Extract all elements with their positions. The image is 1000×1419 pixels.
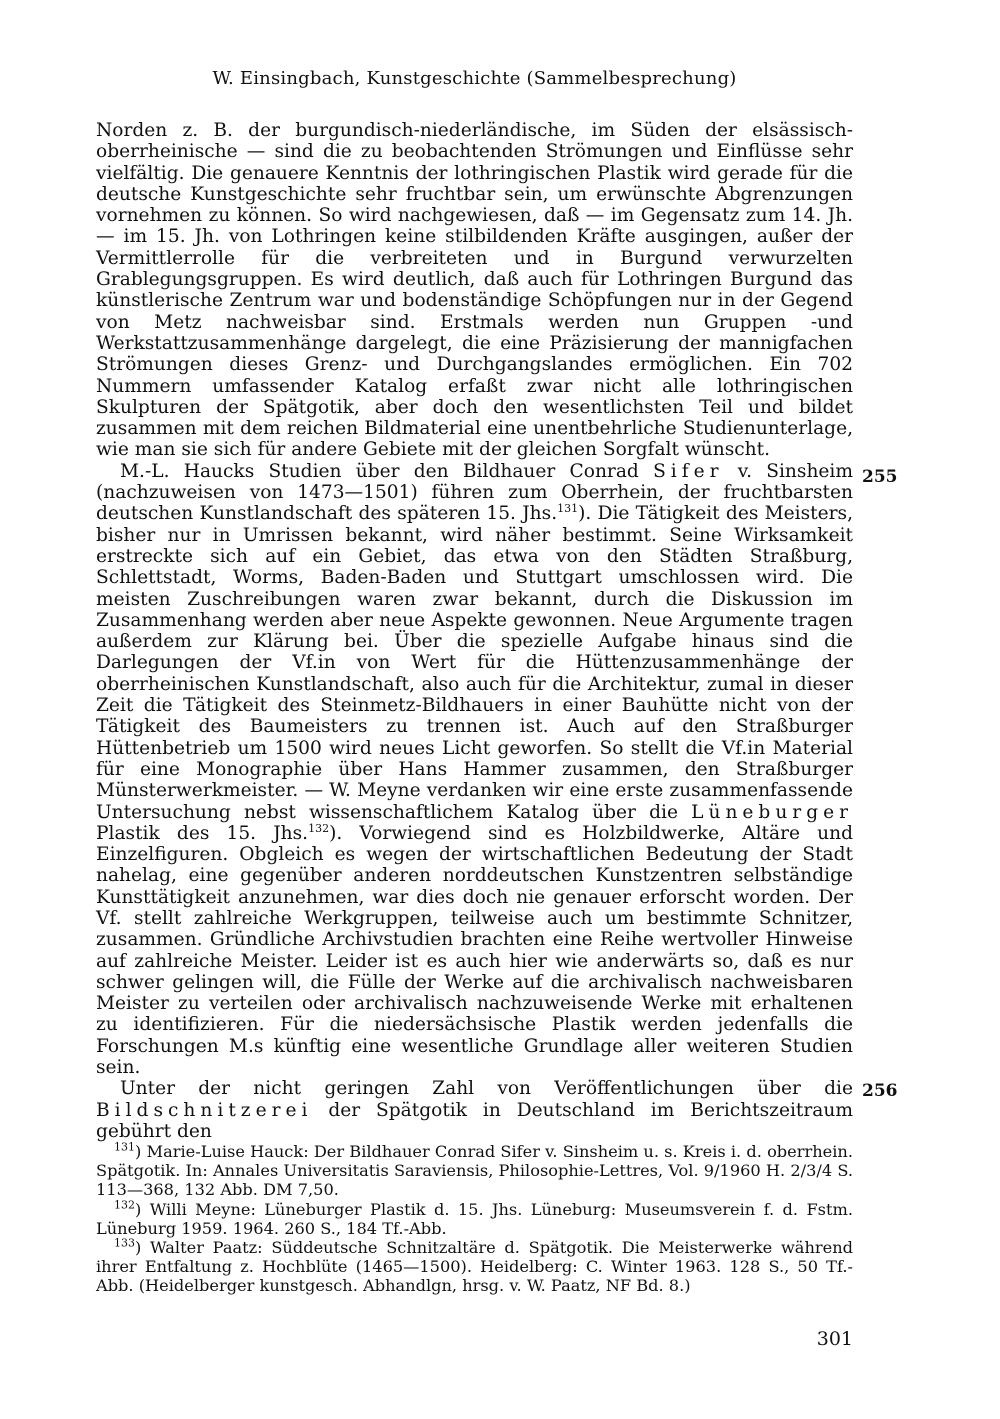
footnote-number: 133 [114,1236,135,1250]
paragraph-2 [96,461,853,1079]
margin-number-255: 255 [862,467,898,487]
text-run: ). Die Tätigkeit des Meisters, bisher nur in Umrissen bekannt, wird näher bestimmt. Seine Wirksamkeit erstreckte sich auf ein Gebiet, das etwa von den Städten Straßburg, Schlettstadt, Worms, Baden-Baden und Stuttgart umschlossen wird. Die meisten Zuschreibungen waren zwar bekannt, durch die Diskussion im Zusammenhang werden aber neue Aspekte gewonnen. Neue Argumente tragen außerdem zur Klärung bei. Über die spezielle Aufgabe hinaus sind die Darlegungen der Vf.in von Wert für die Hüttenzusammenhänge der oberrheinischen Kunstlandschaft, also auch für die Architektur, zumal in dieser Zeit die Tätigkeit des Steinmetz-Bildhauers in einer Bauhütte nicht von der Tätigkeit des Baumeisters zu trennen ist. Auch auf den Straßburger Hüttenbetrieb um 1500 wird neues Licht geworfen. So stellt die Vf.in Material für eine Monographie über Hans Hammer zusammen, den Straßburger Münsterwerkmeister. — W. Meyne verdanken wir eine erste zusammenfassende Untersuchung nebst wissenschaftlichem Katalog über die [96,503,853,823]
body-text [96,120,853,1142]
footnote-131: $^{131}$) Marie-Luise Hauck: Der Bildhauer Conrad Sifer v. Sinsheim u. s. Kreis i. d. oberrhein. Spätgotik. In: Annales Universitatis Saraviensis, Philosophie-Lettres, Vol. 9/1960 H. 2/3/4 S. 113—368, 132 Abb. DM 7,50. [96,1140,853,1200]
footnote-text: : Lüneburger Plastik d. 15. Jhs. Lüneburg: Museumsverein f. d. Fstm. Lüneburg 1959. 1964. 260 S., 184 Tf.-Abb. [96,1199,853,1238]
text-run: der Spätgotik in Deutschland im Berichtszeitraum gebührt den [96,1099,853,1142]
footnotes [96,1142,853,1296]
footnote-133: $^{133}$) Walter Paatz: Süddeutsche Schnitzaltäre d. Spätgotik. Die Meisterwerke während ihrer Entfaltung z. Hochblüte (1465—1500). Heidelberg: C. Winter 1963. 128 S., 50 Tf.-Abb. (Heidelberger kunstgesch. Abhandlgn, hrsg. v. W. Paatz, NF Bd. 8.) [96,1236,853,1296]
footnote-ref-131: 131 [557,502,579,516]
running-head: W. Einsingbach, Kunstgeschichte (Sammelbesprechung) [212,68,737,89]
footnote-132: $^{132}$) Willi Meyne: Lüneburger Plastik d. 15. Jhs. Lüneburg: Museumsverein f. d. Fstm. Lüneburg 1959. 1964. 260 S., 184 Tf.-Abb. [96,1198,853,1238]
footnote-author: Willi Meyne [149,1199,251,1219]
text-run: Plastik des 15. Jhs. [96,822,309,844]
footnote-text: : Der Bildhauer Conrad Sifer v. Sinsheim u. s. Kreis i. d. oberrhein. Spätgotik. In: Annales Universitatis Saraviensis, Philosophie-Lettres, Vol. 9/1960 H. 2/3/4 S. 113—368, 132 Abb. DM 7,50. [96,1142,853,1200]
paragraph-1: Norden z. B. der burgundisch-niederländische, im Süden der elsässisch-oberrheinische — sind die zu beobachtenden Strömungen und Einflüsse sehr vielfältig. Die genauere Kenntnis der lothringischen Plastik wird gerade für die deutsche Kunstgeschichte sehr fruchtbar sein, um erwünschte Abgrenzungen vornehmen zu können. So wird nachgewiesen, daß — im Gegensatz zum 14. Jh. — im 15. Jh. von Lothringen keine stilbildenden Kräfte ausgingen, außer der Vermittlerrolle für die verbreiteten und in Burgund verwurzelten Grablegungsgruppen. Es wird deutlich, daß auch für Lothringen Burgund das künstlerische Zentrum war und bodenständige Schöpfungen nur in der Gegend von Metz nachweisbar sind. Erstmals werden nun Gruppen -und Werkstattzusammenhänge dargelegt, die eine Präzisierung der mannigfachen Strömungen dieses Grenz- und Durchgangslandes ermöglichen. Ein 702 Nummern umfassender Katalog erfaßt zwar nicht alle lothringischen Skulpturen der Spätgotik, aber doch den wesentlichsten Teil und bildet zusammen mit dem reichen Bildmaterial eine unentbehrliche Studienunterlage, wie man sie sich für andere Gebiete mit der gleichen Sorgfalt wünscht. [96,120,853,461]
text-run: v. Sinsheim (nachzuweisen von 1473—1501) führen zum Oberrhein, der fruchtbarsten deutschen Kunstlandschaft des späteren 15. Jhs. [96,460,853,525]
footnote-author: Marie-Luise Hauck [146,1142,304,1161]
spaced-name-sifer: Sifer [653,460,724,482]
spaced-word-bildschnitzerei: Bildschnitzerei [96,1099,313,1121]
text-run: ). Vorwiegend sind es Holzbildwerke, Altäre und Einzelfiguren. Obgleich es wegen der wirtschaftlichen Bedeutung der Stadt nahelag, eine gegenüber anderen norddeutschen Kunstzentren selbständige Kunsttätigkeit anzunehmen, war dies doch nie genauer erforscht worden. Der Vf. stellt zahlreiche Werkgruppen, teilweise auch um bestimmte Schnitzer, zusammen. Gründliche Archivstudien brachten eine Reihe wertvoller Hinweise auf zahlreiche Meister. Leider ist es auch hier wie anderwärts so, daß es nur schwer gelingen will, die Fülle der Werke auf die archivalisch nachweisbaren Meister zu verteilen oder archivalisch nachzuweisende Werke mit erhaltenen zu identifizieren. Für die niedersächsische Plastik werden jedenfalls die Forschungen M.s künftig eine wesentliche Grundlage aller weiteren Studien sein. [96,822,854,1079]
footnote-ref-132: 132 [308,821,330,835]
margin-number-256: 256 [862,1081,898,1101]
footnote-number: 131 [114,1140,135,1154]
footnote-number: 132 [114,1198,135,1212]
footnote-text: : Süddeutsche Schnitzaltäre d. Spätgotik. Die Meisterwerke während ihrer Entfaltung z. Hochblüte (1465—1500). Heidelberg: C. Winter 1963. 128 S., 50 Tf.-Abb. (Heidelberger kunstgesch. Abhandlgn, hrsg. v. W. Paatz, NF Bd. 8.) [96,1238,853,1296]
text-run: M.-L. Haucks Studien über den Bildhauer Conrad [120,460,654,482]
footnote-author: Walter Paatz [150,1238,258,1258]
page-number: 301 [816,1328,853,1350]
paragraph-3 [96,1078,853,1142]
text-run: Unter der nicht geringen Zahl von Veröffentlichungen über die [120,1078,853,1100]
spaced-name-lueneburger: Lüneburger [691,801,853,823]
